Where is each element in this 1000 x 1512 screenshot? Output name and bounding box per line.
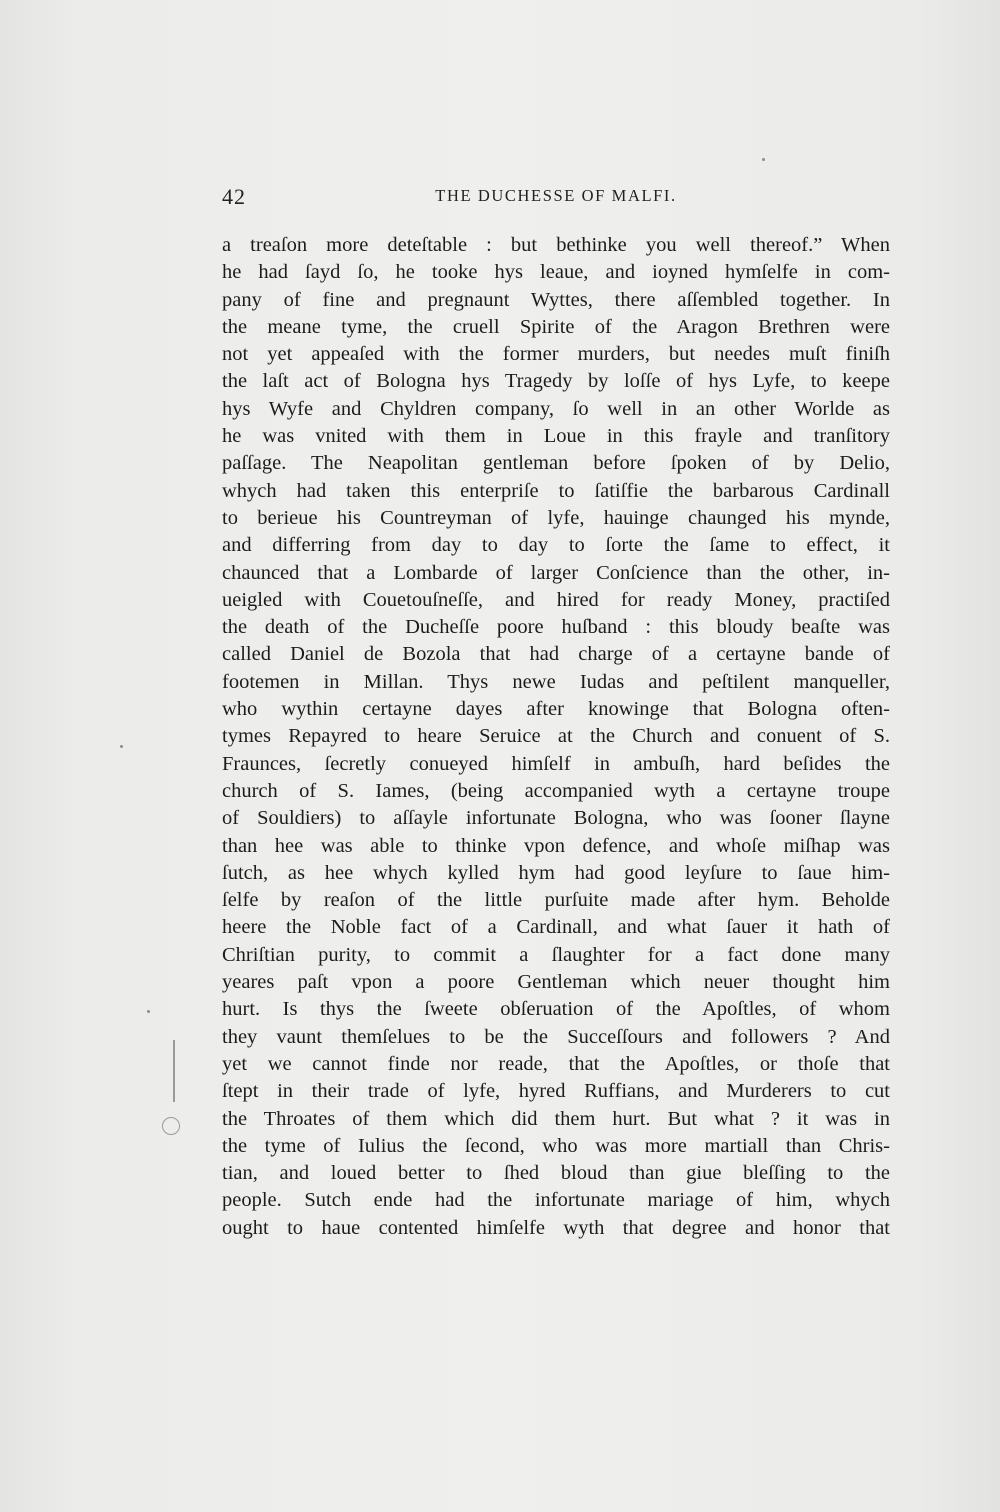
- text-line: the laſt act of Bologna hys Tragedy by loſſe of hys Lyfe, to keepe: [222, 370, 890, 393]
- text-line: the meane tyme, the cruell Spirite of the Aragon Brethren were: [222, 315, 890, 338]
- text-line: ueigled with Couetouſneſſe, and hired for ready Money, practiſed: [222, 588, 890, 611]
- text-line: ought to haue contented himſelfe wyth that degree and honor that: [222, 1216, 890, 1239]
- paper-speck: [120, 745, 123, 748]
- text-line: Chriſtian purity, to commit a ſlaughter for a fact done many: [222, 943, 890, 966]
- text-line: footemen in Millan. Thys newe Iudas and peſtilent manqueller,: [222, 670, 890, 693]
- text-line: he had ſayd ſo, he tooke hys leaue, and ioyned hymſelfe in com-: [222, 261, 890, 284]
- text-line: tymes Repayred to heare Seruice at the Church and conuent of S.: [222, 725, 890, 748]
- page-number: 42: [222, 184, 246, 209]
- text-line: than hee was able to thinke vpon defence, and whoſe miſhap was: [222, 834, 890, 857]
- text-line: chaunced that a Lombarde of larger Conſcience than the other, in-: [222, 561, 890, 584]
- margin-rule-mark: [173, 1040, 175, 1102]
- text-line: not yet appeaſed with the former murders, but needes muſt finiſh: [222, 343, 890, 366]
- text-line: yet we cannot finde nor reade, that the Apoſtles, or thoſe that: [222, 1052, 890, 1075]
- paper-speck: [147, 1010, 150, 1013]
- text-line: he was vnited with them in Loue in this frayle and tranſitory: [222, 425, 890, 448]
- text-line: whych had taken this enterpriſe to ſatiſfie the barbarous Cardinall: [222, 479, 890, 502]
- text-line: the Throates of them which did them hurt. But what ? it was in: [222, 1107, 890, 1130]
- text-line: people. Sutch ende had the infortunate mariage of him, whych: [222, 1189, 890, 1212]
- text-line: yeares paſt vpon a poore Gentleman which neuer thought him: [222, 971, 890, 994]
- text-line: church of S. Iames, (being accompanied wyth a certayne troupe: [222, 779, 890, 802]
- text-line: paſſage. The Neapolitan gentleman before ſpoken of by Delio,: [222, 452, 890, 475]
- paper-speck: [762, 158, 765, 161]
- text-line: ſutch, as hee whych kylled hym had good leyſure to ſaue him-: [222, 861, 890, 884]
- text-line: heere the Noble fact of a Cardinall, and what ſauer it hath of: [222, 916, 890, 939]
- text-line: and differring from day to day to ſorte the ſame to effect, it: [222, 534, 890, 557]
- running-title: THE DUCHESSE OF MALFI.: [435, 186, 677, 205]
- text-line: hys Wyfe and Chyldren company, ſo well in an other Worlde as: [222, 397, 890, 420]
- text-line: tian, and loued better to ſhed bloud than giue bleſſing to the: [222, 1162, 890, 1185]
- text-line: the tyme of Iulius the ſecond, who was more martiall than Chris-: [222, 1134, 890, 1157]
- margin-ring-mark: [162, 1117, 180, 1135]
- text-line: a treaſon more deteſtable : but bethinke you well thereof.” When: [222, 234, 890, 256]
- body-text: [222, 232, 890, 1242]
- running-head: [222, 184, 890, 214]
- text-line: called Daniel de Bozola that had charge of a certayne bande of: [222, 643, 890, 666]
- text-line: hurt. Is thys the ſweete obſeruation of the Apoſtles, of whom: [222, 998, 890, 1021]
- text-line: of Souldiers) to aſſayle infortunate Bologna, who was ſooner ſlayne: [222, 807, 890, 830]
- text-line: to berieue his Countreyman of lyfe, hauinge chaunged his mynde,: [222, 506, 890, 529]
- text-line: the death of the Ducheſſe poore huſband : this bloudy beaſte was: [222, 616, 890, 639]
- text-line: ſelfe by reaſon of the little purſuite made after hym. Beholde: [222, 889, 890, 912]
- text-line: they vaunt themſelues to be the Succeſſours and followers ? And: [222, 1025, 890, 1048]
- text-line: who wythin certayne dayes after knowinge that Bologna often-: [222, 698, 890, 721]
- text-line: ſtept in their trade of lyfe, hyred Ruffians, and Murderers to cut: [222, 1080, 890, 1103]
- text-line: pany of fine and pregnaunt Wyttes, there aſſembled together. In: [222, 288, 890, 311]
- text-line: Fraunces, ſecretly conueyed himſelf in ambuſh, hard beſides the: [222, 752, 890, 775]
